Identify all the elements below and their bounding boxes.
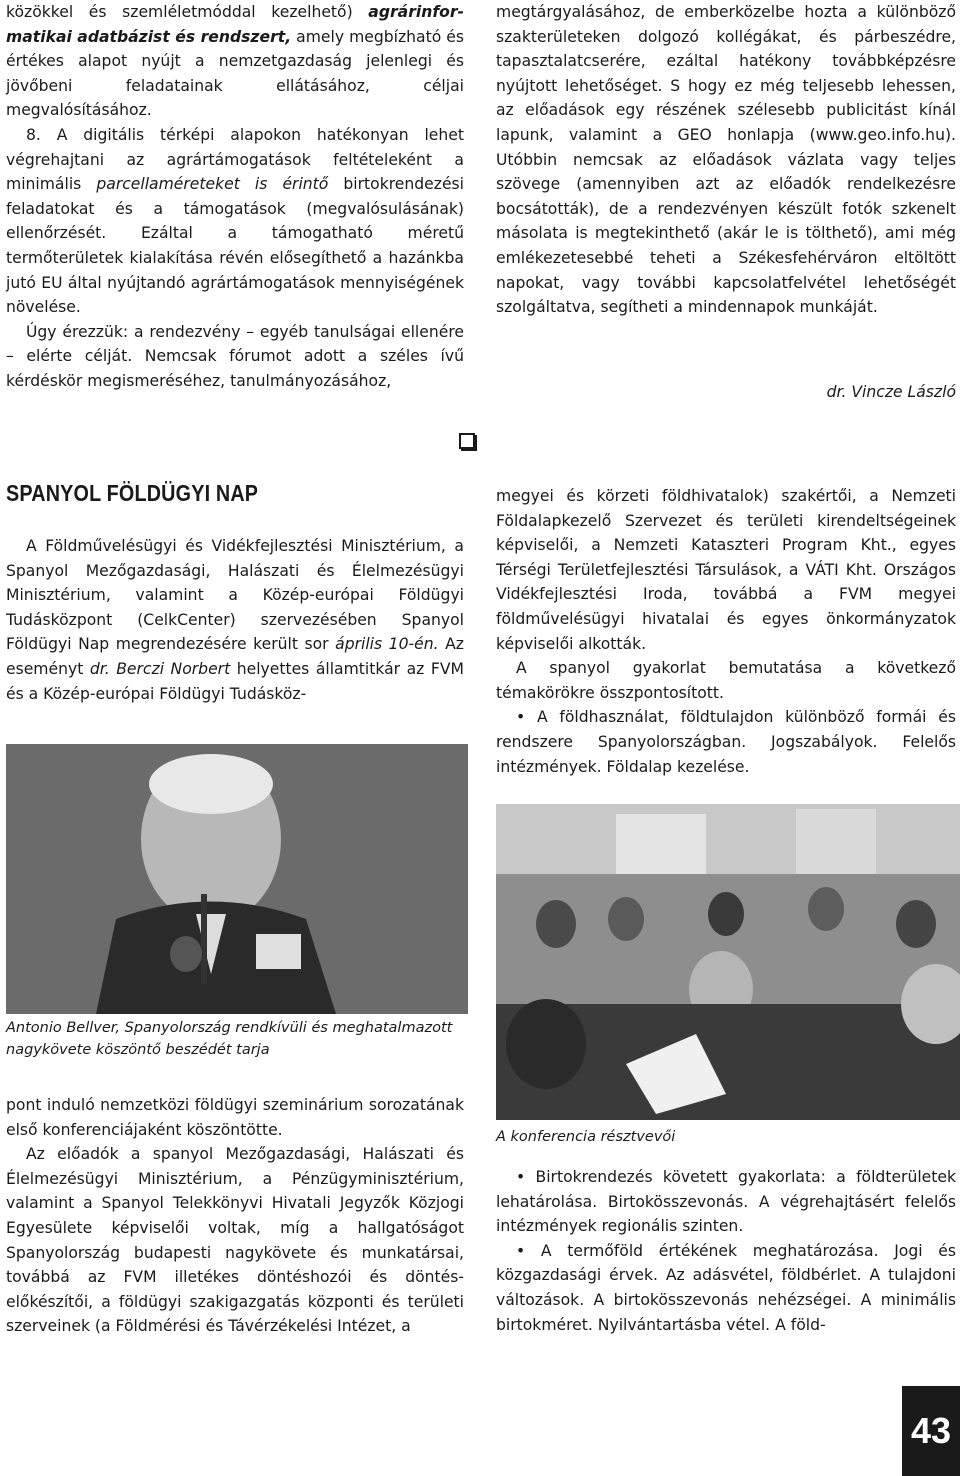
date: április 10-én.	[335, 635, 439, 654]
bottom-right-column	[496, 1165, 956, 1337]
speaker-photo	[6, 744, 468, 1014]
audience-photo	[496, 804, 960, 1120]
end-of-article-box-icon	[459, 433, 475, 449]
paragraph	[6, 534, 464, 706]
mid-left-column	[6, 534, 464, 706]
photo-caption: A konferencia résztvevői	[496, 1129, 676, 1145]
text: amely megbízható és értékes alapot nyújt a nemzetgazdaság jelenlegi és jövőbeni feladatainak ellátásához, céljai megvalósításához.	[6, 27, 464, 120]
emphasis: agrárinfor-matikai adatbázist és rendszert,	[6, 3, 464, 46]
top-left-column	[6, 0, 464, 394]
paragraph: megtárgyalásához, de emberközelbe hozta a különböző szakterületeken dolgozó kollégákat, és párbeszédre, tapasztalatcserére, ezáltal hatékony továbbképzésre nyújtott lehetőséget. S hogy ez még teljesebb lehessen, az előadások egy részének szélesebb publicitást kínál lapunk, valamint a GEO honlapja (www.geo.info.hu). Utóbbin nemcsak az előadások vázlata vagy teljes szövege (amennyiben azt az előadók rendelkezésre bocsátották), de a rendezvényen készült fotók szkenelt másolata is megtekinthető (akár le is tölthető), ami még emlékezetesebbé teheti a Székesfehérváron eltöltött napokat, vagy további kapcsolatfelvétel lehetőségét szolgáltatva, segítheti a mindennapok munkáját.	[496, 3, 956, 317]
section-title: SPANYOL FÖLDÜGYI NAP	[6, 480, 259, 506]
text: A Földművelésügyi és Vidékfejlesztési Minisztérium, a Spanyol Mezőgazdasági, Halászati és Élelmezésügyi Minisztérium, valamint a Közép-európai Földügyi Tudásközpont (CelkCenter) szervezésében Spanyol Földügyi Nap megrendezésére került sor	[6, 537, 464, 654]
text: birtokrendezési feladatokat és a támogatások (megvalósulásának) ellenőrzését. Ezáltal a támogatható méretű termőterületek kialakítása révén elősegíthető a hazánkba jutó EU által nyújtandó agrártámogatások mennyiségének növelése.	[6, 175, 465, 317]
text: 8. A digitális térképi alapokon hatékonyan lehet végrehajtani az agrártámogatások feltételeként a minimális	[6, 125, 464, 194]
text: helyettes államtitkár az FVM és a Közép-európai Földügyi Tudásköz-	[6, 659, 464, 703]
page-number: 43	[902, 1386, 960, 1476]
paragraph: pont induló nemzetközi földügyi szeminárium sorozatának első konferenciájaként köszöntötte.	[6, 1096, 464, 1139]
paragraph: • A termőföld értékének meghatározása. Jogi és közgazdasági érvek. Az adásvétel, földbérlet. A tulajdoni változások. A birtokösszevonás nehézségei. A minimális birtokméret. Nyilvántartásba vétel. A föld-	[496, 1241, 956, 1334]
text: Az eseményt	[6, 635, 464, 678]
paragraph: • Birtokrendezés követett gyakorlata: a földterületek lehatárolása. Birtokösszevonás. A végrehajtásért felelős intézmények regionális szinten.	[496, 1168, 956, 1236]
paragraph: A spanyol gyakorlat bemutatása a következő témakörökre összpontosított.	[496, 659, 956, 702]
paragraph	[6, 0, 464, 123]
emphasis: parcellaméreteket is érintő	[96, 175, 329, 194]
top-right-column	[496, 0, 956, 320]
paragraph: • A földhasználat, földtulajdon különböző formái és rendszere Spanyolországban. Jogszabályok. Felelős intézmények. Földalap kezelése.	[496, 708, 956, 776]
mid-right-column	[496, 484, 956, 779]
paragraph: Az előadók a spanyol Mezőgazdasági, Halászati és Élelmezésügyi Minisztérium, a Pénzügyminisztérium, valamint a Spanyol Telekkönyvi Hivatali Jegyzők Közjogi Egyesülete képviselői voltak, míg a hallgatóságot Spanyolország budapesti nagykövete és munkatársai, továbbá az FVM illetékes döntéshozói és döntés-előkészítői, a földügyi szakigazgatás központi és területi szerveinek (a Földmérési és Távérzékelési Intézet, a	[6, 1145, 464, 1336]
bottom-left-column	[6, 1093, 464, 1339]
paragraph: Úgy érezzük: a rendezvény – egyéb tanulságai ellenére – elérte célját. Nemcsak fórumot adott a széles ívű kérdéskör megismeréséhez, tanulmányozásához,	[6, 322, 464, 390]
text: közökkel és szemléletmóddal kezelhető)	[6, 3, 369, 21]
author-signature: dr. Vincze László	[826, 383, 956, 401]
paragraph	[6, 123, 464, 320]
photo-caption: Antonio Bellver, Spanyolország rendkívüli és meghatalmazott nagykövete köszöntő beszédét tarja	[6, 1020, 453, 1058]
paragraph: megyei és körzeti földhivatalok) szakértői, a Nemzeti Földalapkezelő Szervezet és területi kirendeltségeinek képviselői, a Nemzeti Kataszteri Program Kht., egyes Térségi Területfejlesztési Társulások, a VÁTI Kht. Országos Vidékfejlesztési Iroda, továbbá a FVM megyei földművelésügyi hivatalai és egyes önkormányzatok képviselői alkották.	[496, 487, 956, 653]
person-name: dr. Berczi Norbert	[89, 659, 231, 678]
